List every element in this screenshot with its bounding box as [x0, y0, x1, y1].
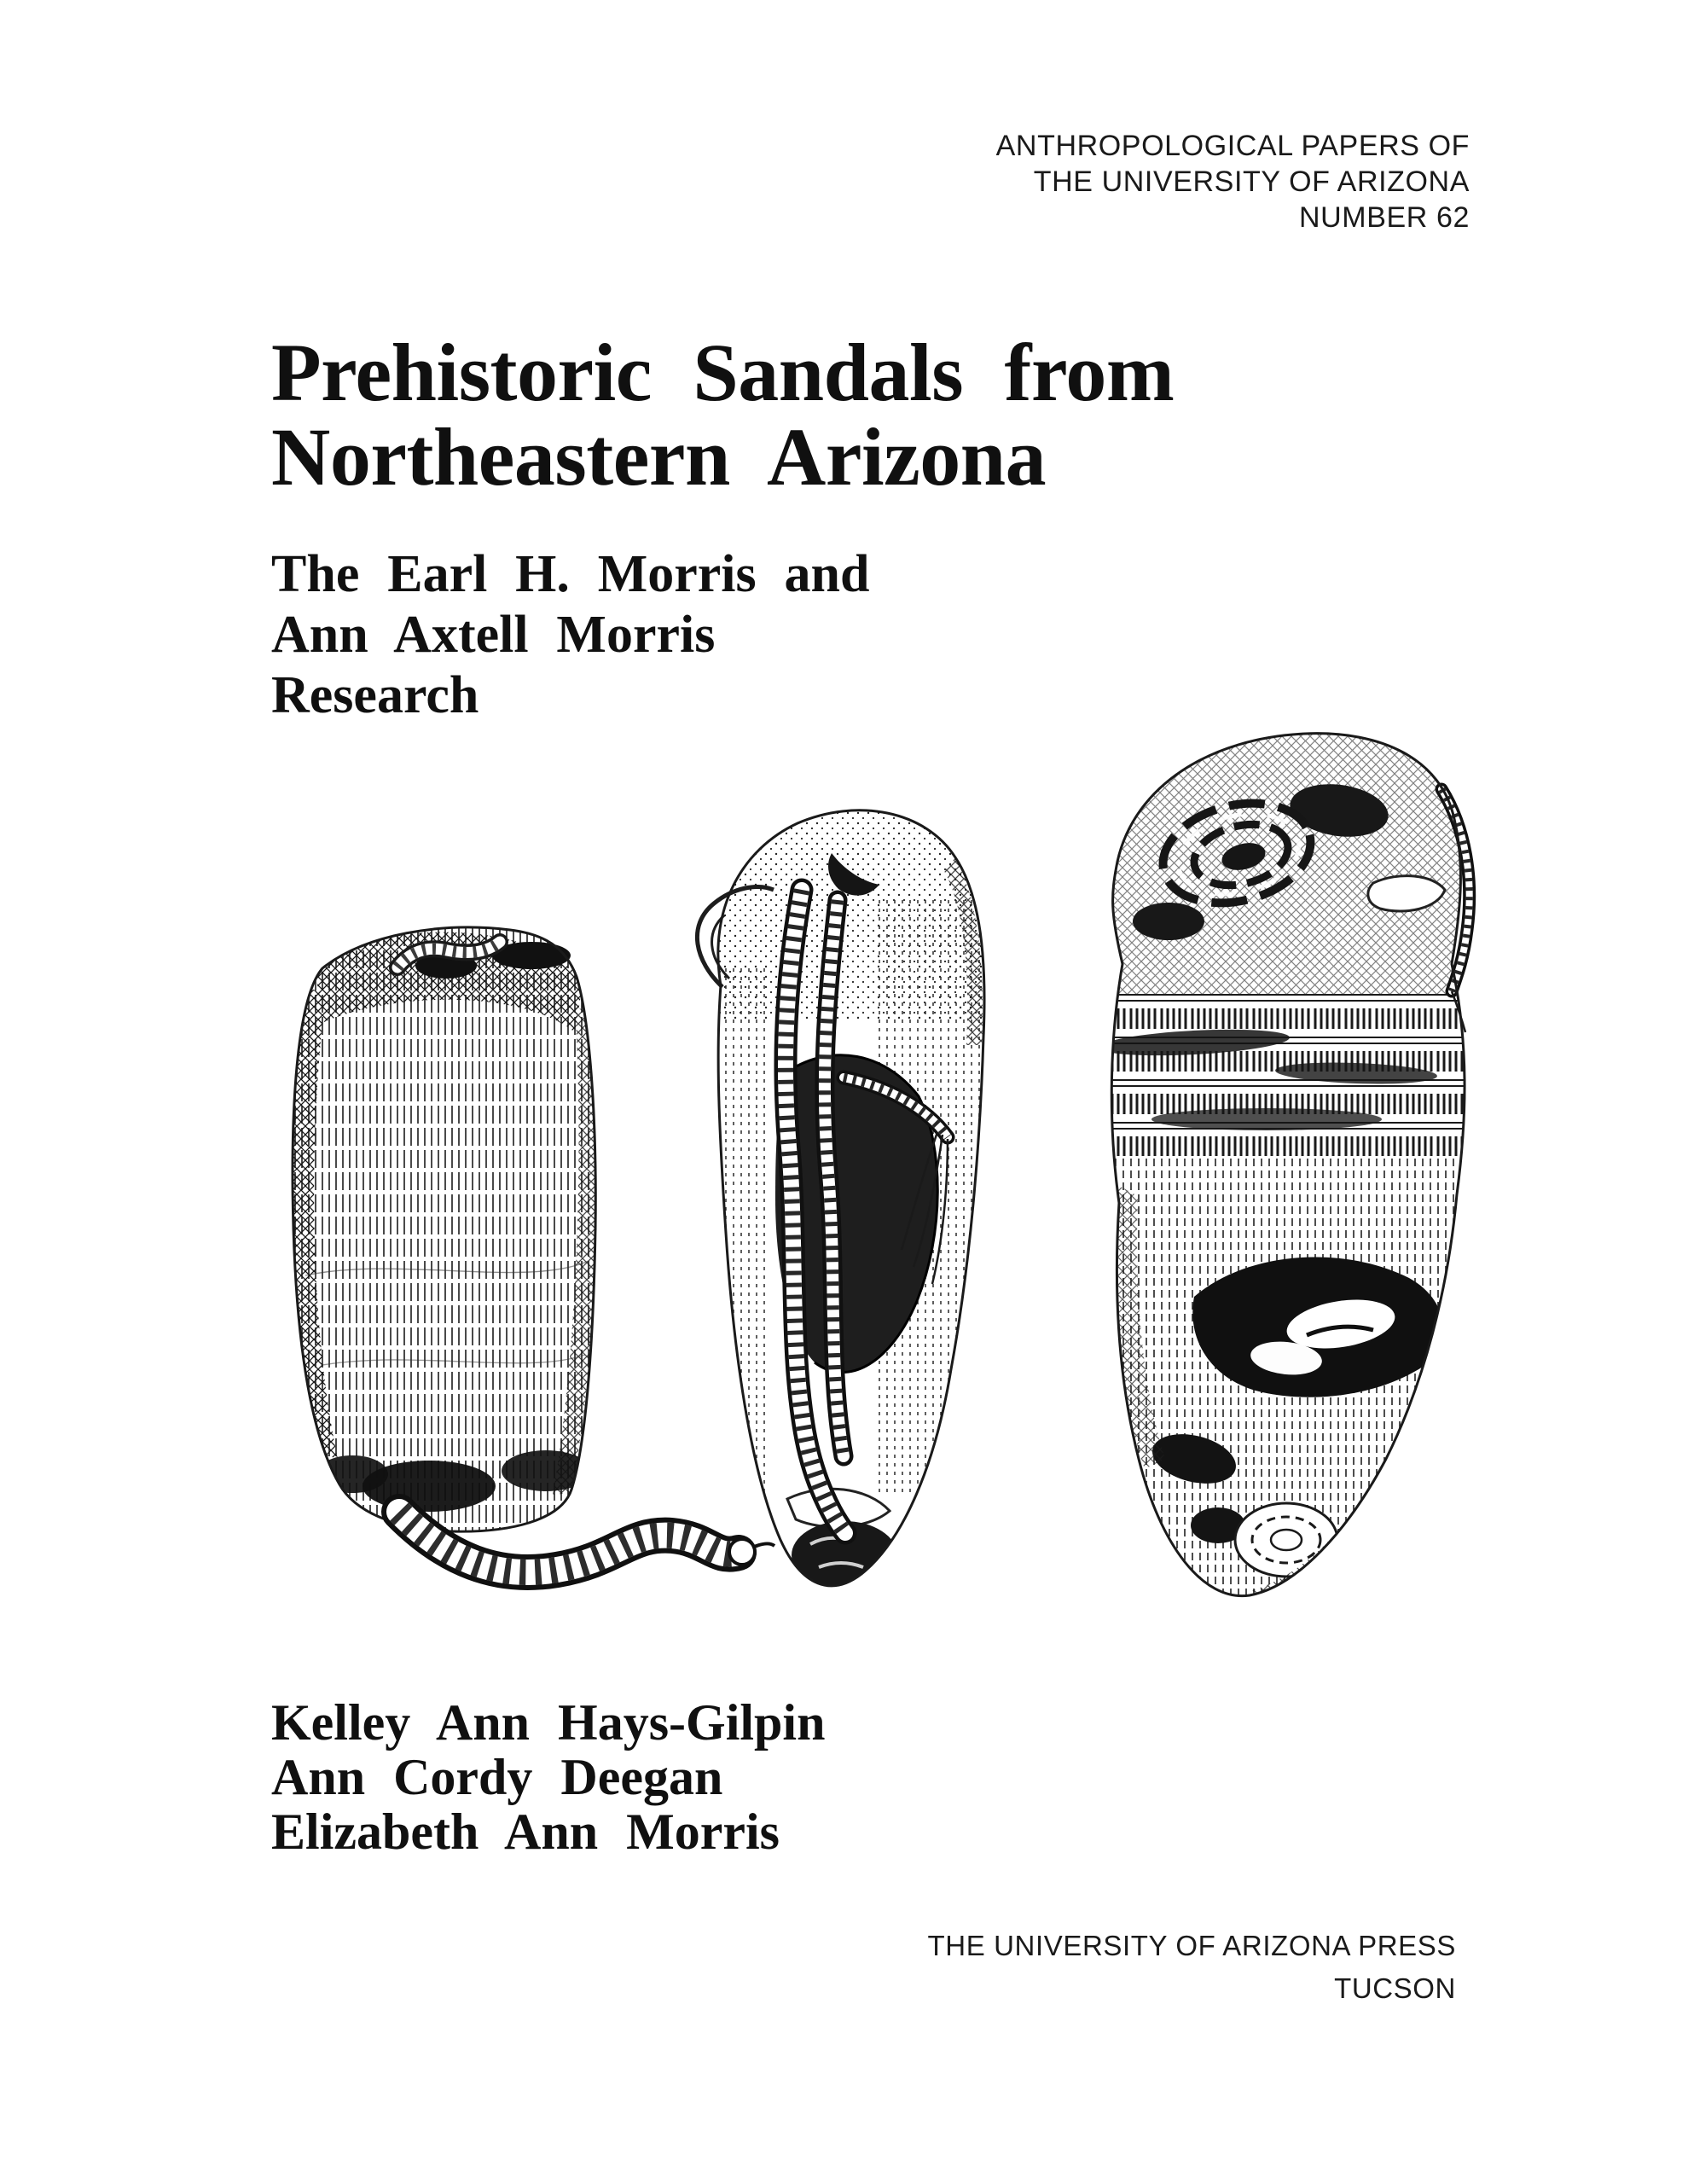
- publisher-name: THE UNIVERSITY OF ARIZONA PRESS: [927, 1930, 1456, 1961]
- masthead-line-2: THE UNIVERSITY OF ARIZONA: [1033, 166, 1470, 198]
- publisher-city: TUCSON: [1334, 1972, 1456, 2004]
- sandal-illustration-middle: [661, 789, 1002, 1608]
- book-subtitle-line-1: The Earl H. Morris and: [271, 545, 870, 603]
- book-subtitle-line-3: Research: [271, 666, 479, 724]
- sandal-illustration-right: [1066, 708, 1493, 1625]
- book-title-line-1: Prehistoric Sandals from: [271, 327, 1175, 418]
- author-list: [271, 1695, 825, 1859]
- author-name: Kelley Ann Hays-Gilpin: [271, 1694, 826, 1751]
- book-title-line-2: Northeastern Arizona: [271, 411, 1047, 502]
- masthead-line-3: NUMBER 62: [1298, 201, 1470, 234]
- publisher-imprint: [928, 1925, 1456, 2010]
- book-subtitle-line-2: Ann Axtell Morris: [271, 606, 716, 664]
- masthead-line-1: ANTHROPOLOGICAL PAPERS OF: [995, 130, 1470, 162]
- author-name: Elizabeth Ann Morris: [271, 1804, 780, 1860]
- author-name: Ann Cordy Deegan: [271, 1749, 723, 1805]
